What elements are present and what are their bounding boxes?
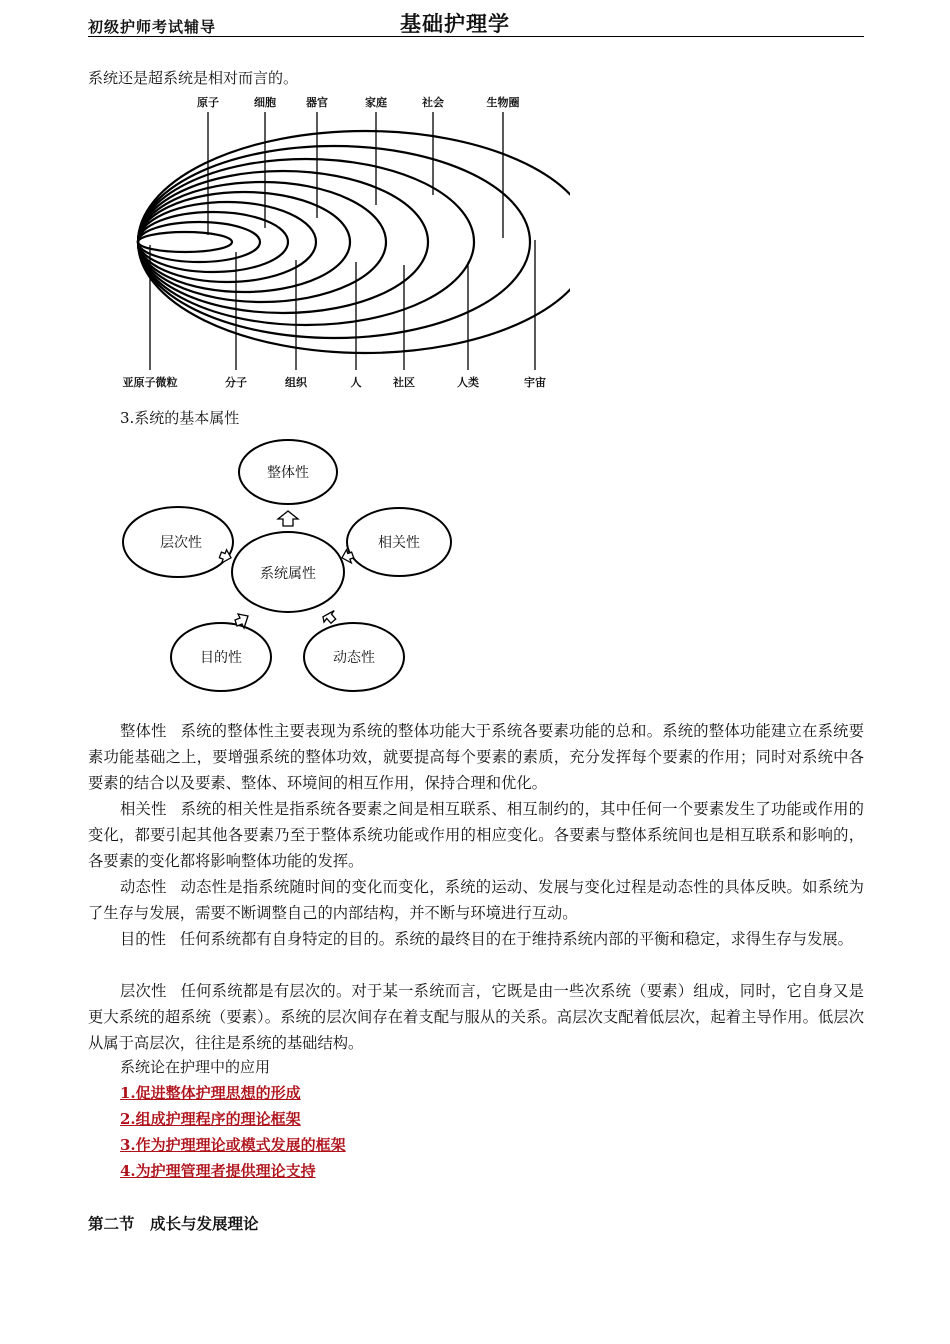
term-wholeness: 整体性: [120, 722, 167, 740]
ellipse-2: [138, 222, 260, 262]
paragraph-purpose-text: 任何系统都有自身特定的目的。系统的最终目的在于维持系统内部的平衡和稳定，求得生存与发展。: [179, 930, 853, 948]
label-atom: 原子: [197, 96, 219, 109]
header-subject-title: 基础护理学: [400, 11, 510, 36]
ellipse-5: [138, 192, 350, 292]
link-holistic-nursing[interactable]: 1.促进整体护理思想的形成: [120, 1084, 301, 1102]
section-title: 第二节 成长与发展理论: [88, 1214, 259, 1233]
arrow-up: [278, 511, 298, 526]
ellipse-1: [138, 232, 232, 252]
label-community: 社区: [393, 376, 415, 389]
paragraph-relevance-text: 系统的相关性是指系统各要素之间是相互联系、相互制约的，其中任何一个要素发生了功能或作用的变化，都要引起其他各要素乃至于整体系统功能或作用的相应变化。各要素与整体系统间也是相互联系和影响的，各要素的变化都将影响整体功能的发挥。: [88, 800, 864, 870]
application-link-list: [120, 1080, 346, 1184]
intro-text: 系统还是超系统是相对而言的。: [88, 69, 299, 87]
label-molecule: 分子: [225, 376, 247, 389]
label-dynamic: 动态性: [333, 650, 375, 666]
ellipse-7: [138, 171, 428, 313]
label-society: 社会: [422, 96, 444, 109]
label-system-attributes: 系统属性: [260, 566, 316, 582]
label-tissue: 组织: [285, 376, 307, 389]
ellipse-8: [138, 159, 474, 325]
nested-ellipses: [138, 131, 570, 353]
label-hierarchy: 层次性: [160, 535, 202, 551]
link-nursing-process-framework[interactable]: 2.组成护理程序的理论框架: [120, 1110, 301, 1128]
paragraph-relevance: [88, 796, 864, 874]
label-humanity: 人类: [457, 376, 479, 389]
term-dynamic: 动态性: [120, 878, 167, 896]
page-header: [88, 8, 864, 37]
ellipse-4: [138, 202, 316, 282]
link-nursing-theory-framework[interactable]: 3.作为护理理论或模式发展的框架: [120, 1136, 346, 1154]
paragraph-wholeness-text: 系统的整体性主要表现为系统的整体功能大于系统各要素功能的总和。系统的整体功能建立在系统要素功能基础之上，要增强系统的整体功效，就要提高每个要素的素质，充分发挥每个要素的作用；同时对系统中各要素的结合以及要素、整体、环境间的相互作用，保持合理和优化。: [88, 722, 864, 792]
label-person: 人: [350, 376, 362, 389]
label-cell: 细胞: [254, 96, 276, 109]
paragraph-hierarchy-text: 任何系统都是有层次的。对于某一系统而言，它既是由一些次系统（要素）组成，同时，它自身又是更大系统的超系统（要素）。系统的层次间存在着支配与服从的关系。高层次支配着低层次，起着主导作用。低层次从属于高层次，往往是系统的基础结构。: [88, 982, 864, 1052]
paragraph-dynamic-text: 动态性是指系统随时间的变化而变化，系统的运动、发展与变化过程是动态性的具体反映。如系统为了生存与发展，需要不断调整自己的内部结构，并不断与环境进行互动。: [88, 878, 864, 922]
term-relevance: 相关性: [120, 800, 167, 818]
system-hierarchy-diagram: [110, 90, 570, 395]
paragraph-dynamic: [88, 874, 864, 926]
paragraph-wholeness: [88, 718, 864, 796]
label-relevance: 相关性: [378, 535, 420, 551]
label-organ: 器官: [306, 96, 328, 109]
paragraph-hierarchy: [88, 978, 864, 1056]
label-family: 家庭: [365, 96, 387, 109]
label-universe: 宇宙: [524, 376, 546, 389]
system-attributes-diagram: [118, 438, 458, 700]
paragraph-purpose: [88, 926, 864, 952]
arrow-down-right: [322, 609, 337, 624]
term-purpose: 目的性: [120, 930, 166, 948]
term-hierarchy: 层次性: [120, 982, 167, 1000]
ellipse-10: [138, 131, 570, 353]
label-subatomic: 亚原子微粒: [122, 376, 178, 389]
header-course-name: 初级护师考试辅导: [88, 18, 217, 36]
link-nursing-management-support[interactable]: 4.为护理管理者提供理论支持: [120, 1162, 316, 1180]
label-purpose: 目的性: [200, 650, 242, 666]
label-biosphere: 生物圈: [486, 96, 520, 109]
section3-title: 3.系统的基本属性: [120, 409, 240, 427]
label-leader-lines: [150, 112, 535, 370]
ellipse-6: [138, 182, 386, 302]
label-wholeness: 整体性: [267, 465, 309, 481]
application-heading: 系统论在护理中的应用: [120, 1058, 271, 1076]
